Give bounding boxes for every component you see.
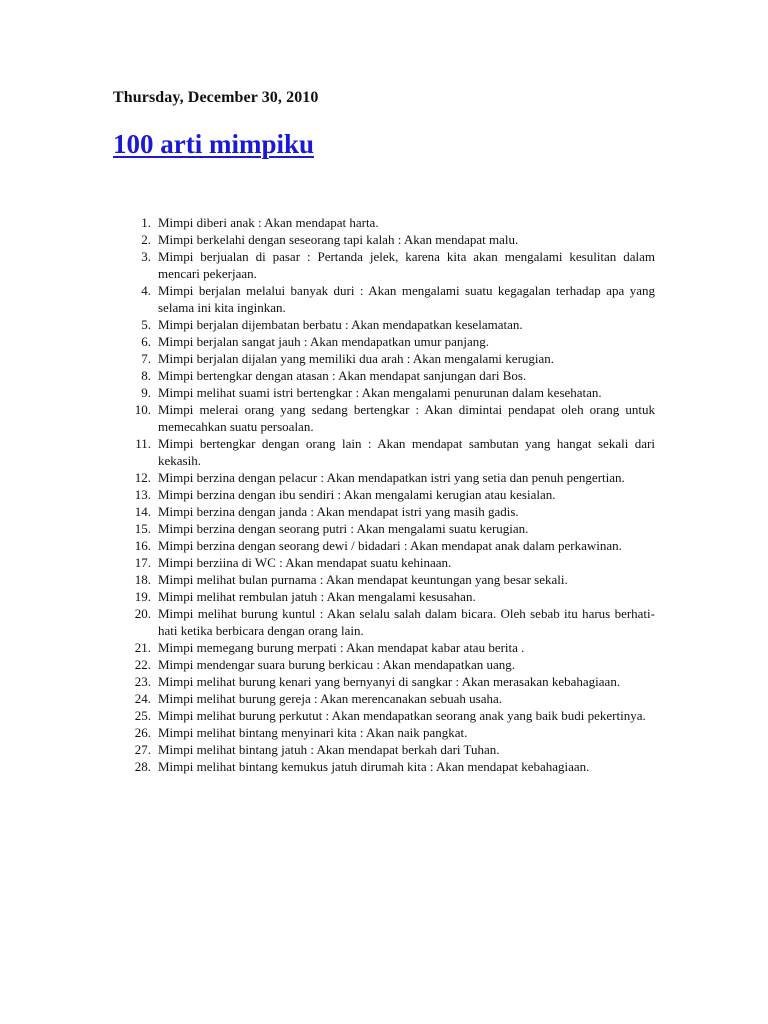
list-item-text: Mimpi bertengkar dengan orang lain : Akan mendapat sambutan yang hangat sekali dari kekasih. bbox=[158, 436, 655, 468]
list-item-number: 15. bbox=[134, 521, 151, 536]
list-item-text: Mimpi berjalan dijembatan berbatu : Akan mendapatkan keselamatan. bbox=[158, 317, 523, 332]
list-item-number: 14. bbox=[134, 504, 151, 519]
list-item bbox=[134, 605, 655, 639]
list-item-number: 4. bbox=[141, 283, 151, 298]
list-item-text: Mimpi berziina di WC : Akan mendapat suatu kehinaan. bbox=[158, 555, 452, 570]
list-item bbox=[141, 282, 655, 316]
list-item-text: Mimpi berzina dengan seorang putri : Akan mengalami suatu kerugian. bbox=[158, 521, 529, 536]
list-item bbox=[141, 231, 655, 248]
list-item-text: Mimpi berjalan dijalan yang memiliki dua arah : Akan mengalami kerugian. bbox=[158, 351, 555, 366]
list-item bbox=[134, 707, 655, 724]
list-item-number: 20. bbox=[134, 606, 151, 621]
list-item-number: 6. bbox=[141, 334, 151, 349]
list-item bbox=[134, 656, 655, 673]
list-item-text: Mimpi melihat burung perkutut : Akan mendapatkan seorang anak yang baik budi pekertinya. bbox=[158, 708, 646, 723]
list-item bbox=[134, 639, 655, 656]
list-item bbox=[134, 537, 655, 554]
list-item-text: Mimpi melihat bulan purnama : Akan mendapat keuntungan yang besar sekali. bbox=[158, 572, 568, 587]
list-item-text: Mimpi melihat bintang jatuh : Akan mendapat berkah dari Tuhan. bbox=[158, 742, 500, 757]
list-item bbox=[134, 469, 655, 486]
list-item bbox=[141, 248, 655, 282]
list-item bbox=[141, 367, 655, 384]
list-item-number: 24. bbox=[134, 691, 151, 706]
list-item-number: 17. bbox=[134, 555, 151, 570]
list-item-text: Mimpi berzina dengan seorang dewi / bidadari : Akan mendapat anak dalam perkawinan. bbox=[158, 538, 622, 553]
list-item-number: 16. bbox=[134, 538, 151, 553]
list-item-text: Mimpi melihat burung kenari yang bernyanyi di sangkar : Akan merasakan kebahagiaan. bbox=[158, 674, 621, 689]
list-item-number: 1. bbox=[141, 215, 151, 230]
list-item-text: Mimpi berkelahi dengan seseorang tapi kalah : Akan mendapat malu. bbox=[158, 232, 519, 247]
list-item-text: Mimpi melihat rembulan jatuh : Akan mengalami kesusahan. bbox=[158, 589, 476, 604]
list-item-text: Mimpi melerai orang yang sedang bertengkar : Akan dimintai pendapat oleh orang untuk memecahkan suatu persoalan. bbox=[158, 402, 655, 434]
list-item-number: 23. bbox=[134, 674, 151, 689]
list-item bbox=[141, 350, 655, 367]
dream-meaning-list bbox=[134, 214, 655, 775]
list-item bbox=[134, 554, 655, 571]
list-item bbox=[134, 520, 655, 537]
list-item-number: 18. bbox=[134, 572, 151, 587]
list-item-number: 21. bbox=[134, 640, 151, 655]
list-item-number: 19. bbox=[134, 589, 151, 604]
list-item-number: 28. bbox=[134, 759, 151, 774]
list-item-number: 12. bbox=[134, 470, 151, 485]
list-item bbox=[141, 384, 655, 401]
list-item-number: 11. bbox=[135, 436, 151, 451]
list-item bbox=[134, 486, 655, 503]
list-item-number: 7. bbox=[141, 351, 151, 366]
list-item-text: Mimpi berzina dengan janda : Akan mendapat istri yang masih gadis. bbox=[158, 504, 519, 519]
list-item-text: Mimpi berjalan sangat jauh : Akan mendapatkan umur panjang. bbox=[158, 334, 490, 349]
list-item-text: Mimpi berzina dengan ibu sendiri : Akan mengalami kerugian atau kesialan. bbox=[158, 487, 556, 502]
list-item bbox=[134, 741, 655, 758]
list-item bbox=[134, 401, 655, 435]
list-item-text: Mimpi berzina dengan pelacur : Akan mendapatkan istri yang setia dan penuh pengertian. bbox=[158, 470, 625, 485]
post-date-header: Thursday, December 30, 2010 bbox=[113, 89, 319, 106]
list-item bbox=[135, 435, 655, 469]
list-item-number: 8. bbox=[141, 368, 151, 383]
list-item bbox=[141, 316, 655, 333]
list-item bbox=[141, 333, 655, 350]
list-item-text: Mimpi melihat suami istri bertengkar : Akan mengalami penurunan dalam kesehatan. bbox=[158, 385, 602, 400]
list-item-number: 26. bbox=[134, 725, 151, 740]
list-item-text: Mimpi melihat burung kuntul : Akan selalu salah dalam bicara. Oleh sebab itu harus berhati-hati ketika berbicara dengan orang lain. bbox=[158, 606, 655, 638]
list-item bbox=[134, 758, 655, 775]
list-item bbox=[134, 690, 655, 707]
list-item-text: Mimpi berjalan melalui banyak duri : Akan mengalami suatu kegagalan terhadap apa yang selama ini kita inginkan. bbox=[158, 283, 655, 315]
list-item-text: Mimpi melihat bintang menyinari kita : Akan naik pangkat. bbox=[158, 725, 468, 740]
list-item-text: Mimpi bertengkar dengan atasan : Akan mendapat sanjungan dari Bos. bbox=[158, 368, 527, 383]
list-item-text: Mimpi melihat burung gereja : Akan merencanakan sebuah usaha. bbox=[158, 691, 503, 706]
list-item-number: 22. bbox=[134, 657, 151, 672]
list-item bbox=[141, 214, 655, 231]
list-item bbox=[134, 724, 655, 741]
list-item bbox=[134, 571, 655, 588]
list-item-number: 3. bbox=[141, 249, 151, 264]
post-title-link[interactable]: 100 arti mimpiku bbox=[113, 129, 315, 159]
list-item-number: 9. bbox=[141, 385, 151, 400]
list-item-number: 5. bbox=[141, 317, 151, 332]
list-item-number: 10. bbox=[134, 402, 151, 417]
list-item-number: 25. bbox=[134, 708, 151, 723]
list-item-number: 2. bbox=[141, 232, 151, 247]
list-item-text: Mimpi berjualan di pasar : Pertanda jelek, karena kita akan mengalami kesulitan dalam mencari pekerjaan. bbox=[158, 249, 655, 281]
list-item-text: Mimpi melihat bintang kemukus jatuh dirumah kita : Akan mendapat kebahagiaan. bbox=[158, 759, 590, 774]
list-item-text: Mimpi memegang burung merpati : Akan mendapat kabar atau berita . bbox=[158, 640, 525, 655]
list-item-number: 13. bbox=[134, 487, 151, 502]
list-item bbox=[134, 588, 655, 605]
list-item bbox=[134, 503, 655, 520]
list-item-number: 27. bbox=[134, 742, 151, 757]
list-item bbox=[134, 673, 655, 690]
list-item-text: Mimpi diberi anak : Akan mendapat harta. bbox=[158, 215, 379, 230]
list-item-text: Mimpi mendengar suara burung berkicau : Akan mendapatkan uang. bbox=[158, 657, 516, 672]
